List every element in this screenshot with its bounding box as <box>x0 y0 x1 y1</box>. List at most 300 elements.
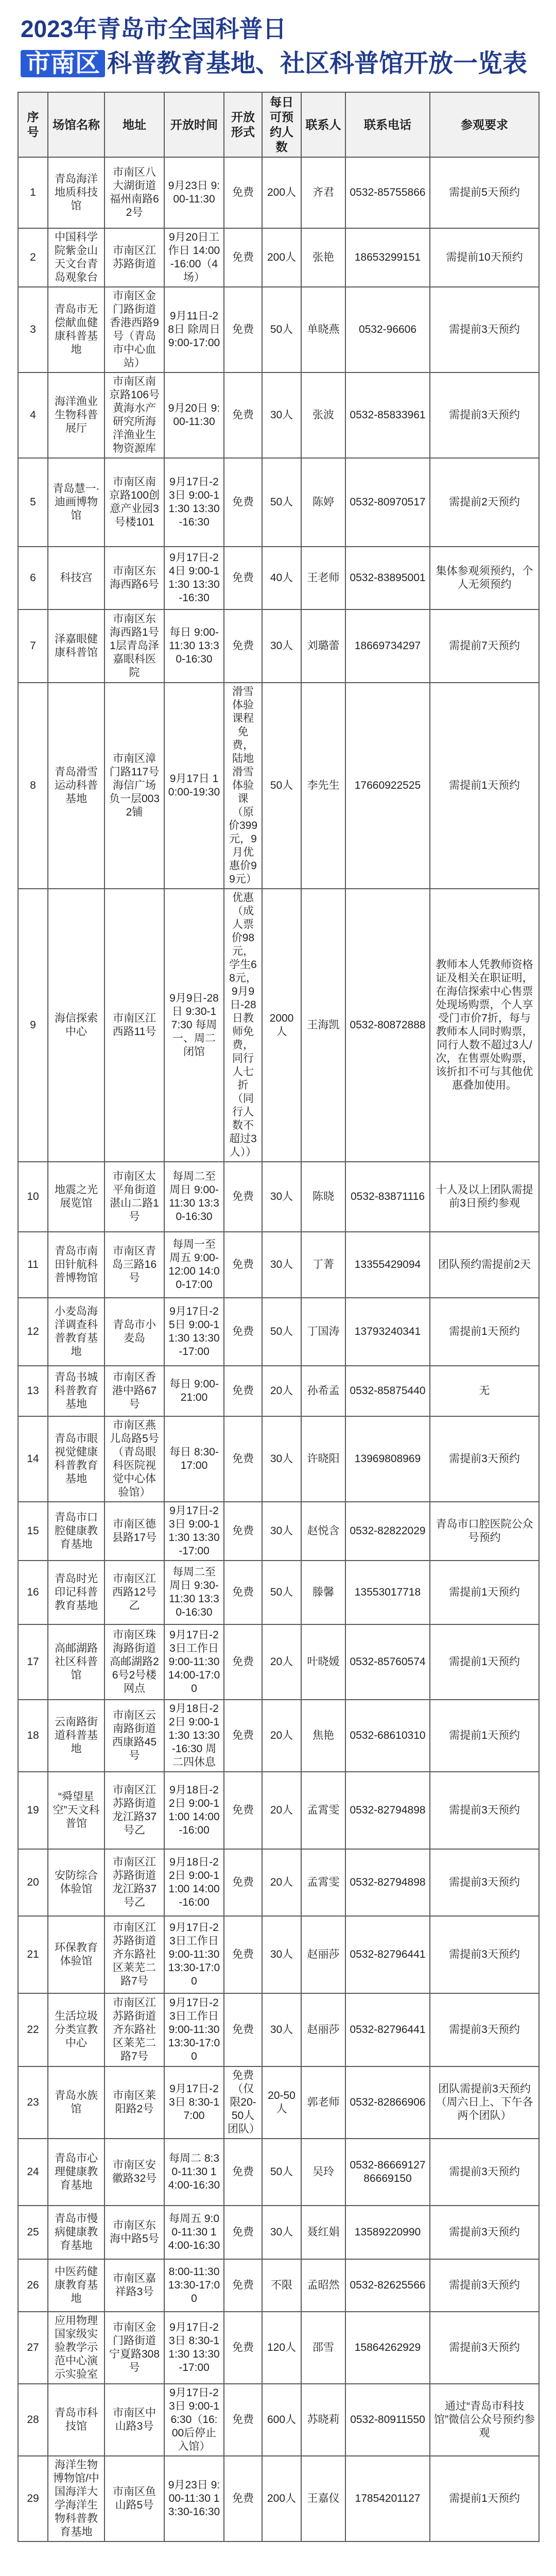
row-number: 3 <box>18 287 48 372</box>
table-row <box>18 2066 539 2139</box>
header <box>0 0 556 82</box>
visit-requirement: 集体参观须预约，个人无须预约 <box>430 547 539 609</box>
venue-name: 海洋渔业生物科普展厅 <box>48 372 105 458</box>
visit-requirement: 需提前1天预约 <box>430 1298 539 1366</box>
contact-person: 叶晓媛 <box>301 1624 345 1700</box>
venue-name: “舜望星空”天文科普馆 <box>48 1772 105 1849</box>
opening-time: 9月17日-23日工作日 9:00-11:30 14:00-17:00 <box>164 1624 224 1700</box>
contact-phone[interactable]: 0532-80911550 <box>345 2384 430 2456</box>
venue-name: 云南路街道科普基地 <box>48 1700 105 1772</box>
visit-requirement: 需提前3天预约 <box>430 1772 539 1849</box>
venue-name: 青岛水族馆 <box>48 2066 105 2139</box>
row-number: 25 <box>18 2206 48 2259</box>
visit-requirement: 需提前3天预约 <box>430 2139 539 2206</box>
venue-address: 市南区鱼山路5号 <box>105 2456 164 2541</box>
contact-person: 王老师 <box>301 547 345 609</box>
admission-form: 免费 <box>224 1916 262 1993</box>
table-row <box>18 1298 539 1366</box>
row-number: 24 <box>18 2139 48 2206</box>
daily-capacity: 30人 <box>262 609 301 683</box>
row-number: 10 <box>18 1162 48 1232</box>
table-row <box>18 2384 539 2456</box>
table-row <box>18 547 539 609</box>
row-number: 19 <box>18 1772 48 1849</box>
contact-person: 孟霄雯 <box>301 1849 345 1916</box>
venue-address: 市南区莱阳路2号 <box>105 2066 164 2139</box>
venue-name: 青岛市口腔健康教育基地 <box>48 1502 105 1561</box>
daily-capacity: 20人 <box>262 1366 301 1416</box>
row-number: 5 <box>18 458 48 547</box>
row-number: 28 <box>18 2384 48 2456</box>
contact-phone[interactable]: 0532-82794898 <box>345 1849 430 1916</box>
opening-time: 9月20日工作日 14:00-16:00（4场） <box>164 228 224 287</box>
venue-name: 泽嘉眼健康科普馆 <box>48 609 105 683</box>
venue-address: 市南区嘉祥路3号 <box>105 2259 164 2312</box>
contact-person: 赵悦含 <box>301 1502 345 1561</box>
visit-requirement: 需提前1天预约 <box>430 683 539 889</box>
daily-capacity: 200人 <box>262 228 301 287</box>
visit-requirement: 需提前10天预约 <box>430 228 539 287</box>
admission-form: 免费 <box>224 2312 262 2384</box>
admission-form: 免费 <box>224 1561 262 1624</box>
venue-name: 青岛书城科普教育基地 <box>48 1366 105 1416</box>
venue-name: 青岛海洋地质科技馆 <box>48 157 105 228</box>
contact-person: 苏晓莉 <box>301 2384 345 2456</box>
row-number: 26 <box>18 2259 48 2312</box>
row-number: 16 <box>18 1561 48 1624</box>
admission-form: 免费 <box>224 372 262 458</box>
visit-requirement: 需提前3天预约 <box>430 287 539 372</box>
admission-form: 免费 <box>224 1624 262 1700</box>
opening-time: 9月11日-28日 除周日 9:00-17:00 <box>164 287 224 372</box>
admission-form: 免费 <box>224 1232 262 1298</box>
visit-requirement: 教师本人凭教师资格证及相关在职证明，在海信探索中心售票处现场购票，个人享受门市价7折，每与教师本人同时购票，同行人数不超过3人/次，在售票处购票，该折扣不可与其他优惠叠加使用。 <box>430 889 539 1162</box>
venue-name: 科技宫 <box>48 547 105 609</box>
venue-name: 青岛市眼视觉健康科普教育基地 <box>48 1416 105 1502</box>
opening-time: 9月17日-23日工作日 9:00-11:30 13:30-17:00 <box>164 1993 224 2066</box>
opening-time: 9月17日-24日 9:00-11:30 13:30-16:30 <box>164 547 224 609</box>
visit-requirement: 需提前3天预约 <box>430 1916 539 1993</box>
venue-address: 市南区中山路3号 <box>105 2384 164 2456</box>
admission-form: 免费 <box>224 157 262 228</box>
contact-person: 张波 <box>301 372 345 458</box>
venue-address: 市南区江苏路街道齐东路社区莱芜二路7号 <box>105 1916 164 1993</box>
row-number: 23 <box>18 2066 48 2139</box>
contact-phone[interactable]: 0532-86669127 86669150 <box>345 2139 430 2206</box>
venue-name: 青岛市南田针航科普博物馆 <box>48 1232 105 1298</box>
contact-phone[interactable]: 13969808969 <box>345 1416 430 1502</box>
col-header: 开放形式 <box>224 92 262 157</box>
daily-capacity: 50人 <box>262 1561 301 1624</box>
admission-form: 滑雪体验课程免费，陆地滑雪体验课（原价399元，9月优惠价99元） <box>224 683 262 889</box>
venue-address: 市南区漳门路117号海信广场负一层0032铺 <box>105 683 164 889</box>
table-row <box>18 1232 539 1298</box>
admission-form: 免费 <box>224 2206 262 2259</box>
contact-phone[interactable]: 0532-85760574 <box>345 1624 430 1700</box>
admission-form: 免费 <box>224 2456 262 2541</box>
opening-time: 9月17日 10:00-19:30 <box>164 683 224 889</box>
venue-address: 市南区江西路11号 <box>105 889 164 1162</box>
venue-name: 海信探索中心 <box>48 889 105 1162</box>
venue-name: 高邮湖路社区科普馆 <box>48 1624 105 1700</box>
contact-phone[interactable]: 0532-85833961 <box>345 372 430 458</box>
venue-address: 市南区江苏路街道齐东路社区莱芜二路7号 <box>105 1993 164 2066</box>
venue-address: 市南区青岛三路16号 <box>105 1232 164 1298</box>
table-row <box>18 1366 539 1416</box>
contact-phone[interactable]: 18669734297 <box>345 609 430 683</box>
venue-address: 市南区金门路街道香港西路9号（青岛市中心血站） <box>105 287 164 372</box>
contact-phone[interactable]: 0532-80872888 <box>345 889 430 1162</box>
admission-form: 免费 <box>224 2384 262 2456</box>
table-row <box>18 458 539 547</box>
table-row <box>18 2312 539 2384</box>
contact-person: 王海凯 <box>301 889 345 1162</box>
visit-requirement: 需提前2天预约 <box>430 458 539 547</box>
row-number: 4 <box>18 372 48 458</box>
table-row <box>18 2259 539 2312</box>
daily-capacity: 不限 <box>262 2259 301 2312</box>
visit-requirement: 需提前3天预约 <box>430 2312 539 2384</box>
daily-capacity: 50人 <box>262 458 301 547</box>
subtitle-rest: 科普教育基地、社区科普馆开放一览表 <box>107 50 528 77</box>
venue-address: 市南区德县路17号 <box>105 1502 164 1561</box>
contact-phone[interactable]: 0532-85875440 <box>345 1366 430 1416</box>
opening-time: 9月20日 9:00-11:30 <box>164 372 224 458</box>
admission-form: 免费 <box>224 1502 262 1561</box>
col-header: 联系电话 <box>345 92 430 157</box>
visit-requirement: 无 <box>430 1366 539 1416</box>
daily-capacity: 20人 <box>262 1624 301 1700</box>
daily-capacity: 200人 <box>262 157 301 228</box>
table-row <box>18 1700 539 1772</box>
col-header: 场馆名称 <box>48 92 105 157</box>
admission-form: 免费 <box>224 1772 262 1849</box>
opening-time: 9月18日-22日 9:00-11:00 14:00-16:00 <box>164 1772 224 1849</box>
col-header: 地址 <box>105 92 164 157</box>
col-header: 每日可预约人数 <box>262 92 301 157</box>
visit-requirement: 需提前3天预约 <box>430 1993 539 2066</box>
row-number: 27 <box>18 2312 48 2384</box>
contact-person: 赵丽莎 <box>301 1916 345 1993</box>
daily-capacity: 50人 <box>262 683 301 889</box>
admission-form: 免费 <box>224 1993 262 2066</box>
opening-time: 8:00-11:30 13:30-17:00 <box>164 2259 224 2312</box>
contact-person: 张艳 <box>301 228 345 287</box>
daily-capacity: 50人 <box>262 287 301 372</box>
venue-address: 市南区东海西路6号 <box>105 547 164 609</box>
contact-person: 许晓阳 <box>301 1416 345 1502</box>
visit-requirement: 需提前3天预约 <box>430 2259 539 2312</box>
table-row <box>18 2206 539 2259</box>
contact-person: 聂红娟 <box>301 2206 345 2259</box>
daily-capacity: 2000人 <box>262 889 301 1162</box>
opening-time: 每周二至周日 9:30-11:30 13:30-16:30 <box>164 1561 224 1624</box>
contact-person: 齐君 <box>301 157 345 228</box>
visit-requirement: 团队需提前3天预约（周六日上、下午各两个团队） <box>430 2066 539 2139</box>
table-row <box>18 1624 539 1700</box>
table-row <box>18 1772 539 1849</box>
col-header: 序号 <box>18 92 48 157</box>
venue-table <box>18 92 540 2542</box>
daily-capacity: 30人 <box>262 2206 301 2259</box>
venue-name: 应用物理国家级实验教学示范中心演示实验室 <box>48 2312 105 2384</box>
row-number: 17 <box>18 1624 48 1700</box>
venue-name: 小麦岛海洋调查科普教育基地 <box>48 1298 105 1366</box>
contact-phone[interactable]: 13355429094 <box>345 1232 430 1298</box>
row-number: 11 <box>18 1232 48 1298</box>
contact-phone[interactable]: 0532-82796441 <box>345 1993 430 2066</box>
opening-time: 9月18日-22日 9:00-11:30 13:30-16:30 周二四休息 <box>164 1700 224 1772</box>
venue-address: 市南区太平角街道湛山二路1号 <box>105 1162 164 1232</box>
table-header-row <box>18 92 539 157</box>
table-row <box>18 287 539 372</box>
opening-time: 每日 9:00-21:00 <box>164 1366 224 1416</box>
contact-person: 王嘉仪 <box>301 2456 345 2541</box>
admission-form: 免费 <box>224 1366 262 1416</box>
visit-requirement: 青岛市口腔医院公众号预约 <box>430 1502 539 1561</box>
contact-phone[interactable]: 13793240341 <box>345 1298 430 1366</box>
admission-form: 免费 <box>224 547 262 609</box>
venue-address: 市南区燕儿岛路5号（青岛眼科医院视觉中心体验馆） <box>105 1416 164 1502</box>
contact-phone[interactable]: 0532-83871116 <box>345 1162 430 1232</box>
table-row <box>18 889 539 1162</box>
visit-requirement: 十人及以上团队需提前3日预约参观 <box>430 1162 539 1232</box>
visit-requirement: 需提前1天预约 <box>430 1624 539 1700</box>
contact-phone[interactable]: 0532-80970517 <box>345 458 430 547</box>
table-row <box>18 157 539 228</box>
table-row <box>18 683 539 889</box>
opening-time: 9月17日-23日 9:00-16:30（16:00后停止入馆） <box>164 2384 224 2456</box>
col-header: 联系人 <box>301 92 345 157</box>
contact-person: 孟昭然 <box>301 2259 345 2312</box>
admission-form: 免费 <box>224 1849 262 1916</box>
contact-phone[interactable]: 0532-82796441 <box>345 1916 430 1993</box>
venue-address: 市南区八大湖街道福州南路62号 <box>105 157 164 228</box>
venue-name: 青岛市科技馆 <box>48 2384 105 2456</box>
district-highlight: 市南区 <box>21 50 105 77</box>
venue-name: 安防综合体验馆 <box>48 1849 105 1916</box>
contact-person: 邵雪 <box>301 2312 345 2384</box>
admission-form: 免费 <box>224 287 262 372</box>
contact-phone[interactable]: 18653299151 <box>345 228 430 287</box>
contact-phone[interactable]: 0532-82822029 <box>345 1502 430 1561</box>
contact-person: 陈婷 <box>301 458 345 547</box>
contact-person: 滕馨 <box>301 1561 345 1624</box>
col-header: 参观要求 <box>430 92 539 157</box>
venue-address: 市南区安徽路32号 <box>105 2139 164 2206</box>
table-row <box>18 1849 539 1916</box>
opening-time: 每周五 9:00-11:30 14:00-16:30 <box>164 2206 224 2259</box>
table-row <box>18 228 539 287</box>
opening-time: 9月23日 9:00-11:30 13:30-16:30 <box>164 2456 224 2541</box>
row-number: 7 <box>18 609 48 683</box>
row-number: 20 <box>18 1849 48 1916</box>
daily-capacity: 20-50人 <box>262 2066 301 2139</box>
admission-form: 免费（仅限20-50人团队） <box>224 2066 262 2139</box>
row-number: 12 <box>18 1298 48 1366</box>
visit-requirement: 团队预约需提前2天 <box>430 1232 539 1298</box>
admission-form: 免费 <box>224 2139 262 2206</box>
daily-capacity: 30人 <box>262 1162 301 1232</box>
daily-capacity: 50人 <box>262 2139 301 2206</box>
venue-name: 青岛市无偿献血健康科普基地 <box>48 287 105 372</box>
contact-phone[interactable]: 17854201127 <box>345 2456 430 2541</box>
opening-time: 9月17日-25日 9:00-11:30 13:30-17:00 <box>164 1298 224 1366</box>
opening-time: 9月9日-28日 9:30-17:30 每周一、周二闭馆 <box>164 889 224 1162</box>
daily-capacity: 40人 <box>262 547 301 609</box>
contact-phone[interactable]: 0532-82794898 <box>345 1772 430 1849</box>
contact-phone[interactable]: 15864262929 <box>345 2312 430 2384</box>
table-row <box>18 1993 539 2066</box>
row-number: 2 <box>18 228 48 287</box>
opening-time: 9月17日-23日 9:00-11:30 13:30-17:00 <box>164 1502 224 1561</box>
row-number: 29 <box>18 2456 48 2541</box>
daily-capacity: 200人 <box>262 2456 301 2541</box>
venue-name: 青岛市慢病健康教育基地 <box>48 2206 105 2259</box>
contact-person: 孟霄雯 <box>301 1772 345 1849</box>
contact-person: 郭老师 <box>301 2066 345 2139</box>
contact-phone[interactable]: 13553017718 <box>345 1561 430 1624</box>
contact-phone[interactable]: 0532-83895001 <box>345 547 430 609</box>
contact-person: 赵丽莎 <box>301 1993 345 2066</box>
table-row <box>18 1561 539 1624</box>
venue-address: 市南区珠海路街道高邮湖路26号2号楼网点 <box>105 1624 164 1700</box>
contact-person: 李先生 <box>301 683 345 889</box>
opening-time: 9月18日-22日 9:00-11:00 14:00-16:00 <box>164 1849 224 1916</box>
admission-form: 免费 <box>224 609 262 683</box>
opening-time: 每周一至周五 9:00-12:00 14:00-17:00 <box>164 1232 224 1298</box>
daily-capacity: 120人 <box>262 2312 301 2384</box>
venue-address: 市南区江苏路街道 <box>105 228 164 287</box>
venue-address: 市南区江西路12号乙 <box>105 1561 164 1624</box>
page-subtitle <box>21 48 535 79</box>
venue-address: 市南区南京路100创意产业园3号楼101 <box>105 458 164 547</box>
venue-address: 市南区江苏路街道龙江路37号乙 <box>105 1772 164 1849</box>
row-number: 21 <box>18 1916 48 1993</box>
admission-form: 免费 <box>224 1162 262 1232</box>
admission-form: 免费 <box>224 1700 262 1772</box>
venue-name: 环保教育体验馆 <box>48 1916 105 1993</box>
venue-address: 市南区香港中路67号 <box>105 1366 164 1416</box>
contact-phone[interactable]: 0532-82625566 <box>345 2259 430 2312</box>
venue-name: 生活垃圾分类宣教中心 <box>48 1993 105 2066</box>
visit-requirement: 需提前3天预约 <box>430 2206 539 2259</box>
row-number: 9 <box>18 889 48 1162</box>
venue-address: 市南区江苏路街道龙江路37号乙 <box>105 1849 164 1916</box>
visit-requirement: 需提前1天预约 <box>430 1561 539 1624</box>
page-title: 2023年青岛市全国科普日 <box>21 15 287 42</box>
visit-requirement: 需提前1天预约 <box>430 1700 539 1772</box>
daily-capacity: 30人 <box>262 1416 301 1502</box>
visit-requirement: 通过“青岛市科技馆”微信公众号预约参观 <box>430 2384 539 2456</box>
visit-requirement: 需提前1天预约 <box>430 2456 539 2541</box>
venue-name: 青岛时光印记科普教育基地 <box>48 1561 105 1624</box>
table-body <box>18 157 539 2541</box>
venue-name: 海洋生物博物馆/中国海洋大学海洋生物科普教育基地 <box>48 2456 105 2541</box>
row-number: 13 <box>18 1366 48 1416</box>
table-row <box>18 2139 539 2206</box>
daily-capacity: 50人 <box>262 1298 301 1366</box>
daily-capacity: 600人 <box>262 2384 301 2456</box>
opening-time: 9月17日-23日 9:00-11:30 13:30-16:30 <box>164 458 224 547</box>
venue-address: 市南区东海西路1号1层青岛泽嘉眼科医院 <box>105 609 164 683</box>
venue-name: 青岛滑雪运动科普基地 <box>48 683 105 889</box>
row-number: 18 <box>18 1700 48 1772</box>
opening-time: 每日 8:30-17:00 <box>164 1416 224 1502</box>
daily-capacity: 30人 <box>262 372 301 458</box>
contact-person: 焦艳 <box>301 1700 345 1772</box>
opening-time: 每周二 8:30-11:30 14:00-16:30 <box>164 2139 224 2206</box>
venue-address: 市南区云南路街道西康路45号 <box>105 1700 164 1772</box>
admission-form: 免费 <box>224 1298 262 1366</box>
contact-person: 刘璐蕾 <box>301 609 345 683</box>
row-number: 1 <box>18 157 48 228</box>
venue-address: 青岛市小麦岛 <box>105 1298 164 1366</box>
daily-capacity: 20人 <box>262 1849 301 1916</box>
table-row <box>18 1916 539 1993</box>
daily-capacity: 20人 <box>262 1772 301 1849</box>
row-number: 22 <box>18 1993 48 2066</box>
table-row <box>18 1162 539 1232</box>
opening-time: 9月17日-23日 8:30-17:00 <box>164 2066 224 2139</box>
table-row <box>18 372 539 458</box>
table-row <box>18 1416 539 1502</box>
admission-form: 免费 <box>224 2259 262 2312</box>
daily-capacity: 30人 <box>262 1232 301 1298</box>
visit-requirement: 需提前5天预约 <box>430 157 539 228</box>
admission-form: 免费 <box>224 228 262 287</box>
venue-address: 市南区金门路街道宁夏路308号 <box>105 2312 164 2384</box>
contact-person: 丁菁 <box>301 1232 345 1298</box>
opening-time: 9月23日 9:00-11:30 <box>164 157 224 228</box>
opening-time: 每日 9:00-11:30 13:30-16:30 <box>164 609 224 683</box>
admission-form: 优惠（成人票价98元，学生68元，9月9日-28日教师免费，同行人七折（同行人数不超过3人）） <box>224 889 262 1162</box>
daily-capacity: 30人 <box>262 1993 301 2066</box>
daily-capacity: 30人 <box>262 1916 301 1993</box>
daily-capacity: 20人 <box>262 1700 301 1772</box>
table-row <box>18 609 539 683</box>
contact-phone[interactable]: 0532-68610310 <box>345 1700 430 1772</box>
row-number: 14 <box>18 1416 48 1502</box>
table-row <box>18 2456 539 2541</box>
admission-form: 免费 <box>224 458 262 547</box>
opening-time: 9月17日-23日 8:30-11:30 13:30-17:00 <box>164 2312 224 2384</box>
contact-person: 孙希孟 <box>301 1366 345 1416</box>
venue-name: 中医药健康教育基地 <box>48 2259 105 2312</box>
col-header: 开放时间 <box>164 92 224 157</box>
contact-person: 单晓燕 <box>301 287 345 372</box>
daily-capacity: 30人 <box>262 1502 301 1561</box>
venue-name: 青岛慧一·迪画博物馆 <box>48 458 105 547</box>
venue-name: 地震之光展览馆 <box>48 1162 105 1232</box>
contact-phone[interactable]: 0532-85755866 <box>345 157 430 228</box>
contact-person: 陈晓 <box>301 1162 345 1232</box>
contact-person: 丁国涛 <box>301 1298 345 1366</box>
visit-requirement: 需提前3天预约 <box>430 372 539 458</box>
row-number: 6 <box>18 547 48 609</box>
contact-phone[interactable]: 13589220990 <box>345 2206 430 2259</box>
venue-address: 市南区东海中路5号 <box>105 2206 164 2259</box>
visit-requirement: 需提前7天预约 <box>430 609 539 683</box>
contact-phone[interactable]: 17660922525 <box>345 683 430 889</box>
venue-name: 青岛市心理健康教育基地 <box>48 2139 105 2206</box>
visit-requirement: 需提前3天预约 <box>430 1416 539 1502</box>
contact-phone[interactable]: 0532-82866906 <box>345 2066 430 2139</box>
contact-phone[interactable]: 0532-96606 <box>345 287 430 372</box>
opening-time: 9月17日-23日工作日 9:00-11:30 13:30-17:00 <box>164 1916 224 1993</box>
contact-person: 吴玲 <box>301 2139 345 2206</box>
table-row <box>18 1502 539 1561</box>
